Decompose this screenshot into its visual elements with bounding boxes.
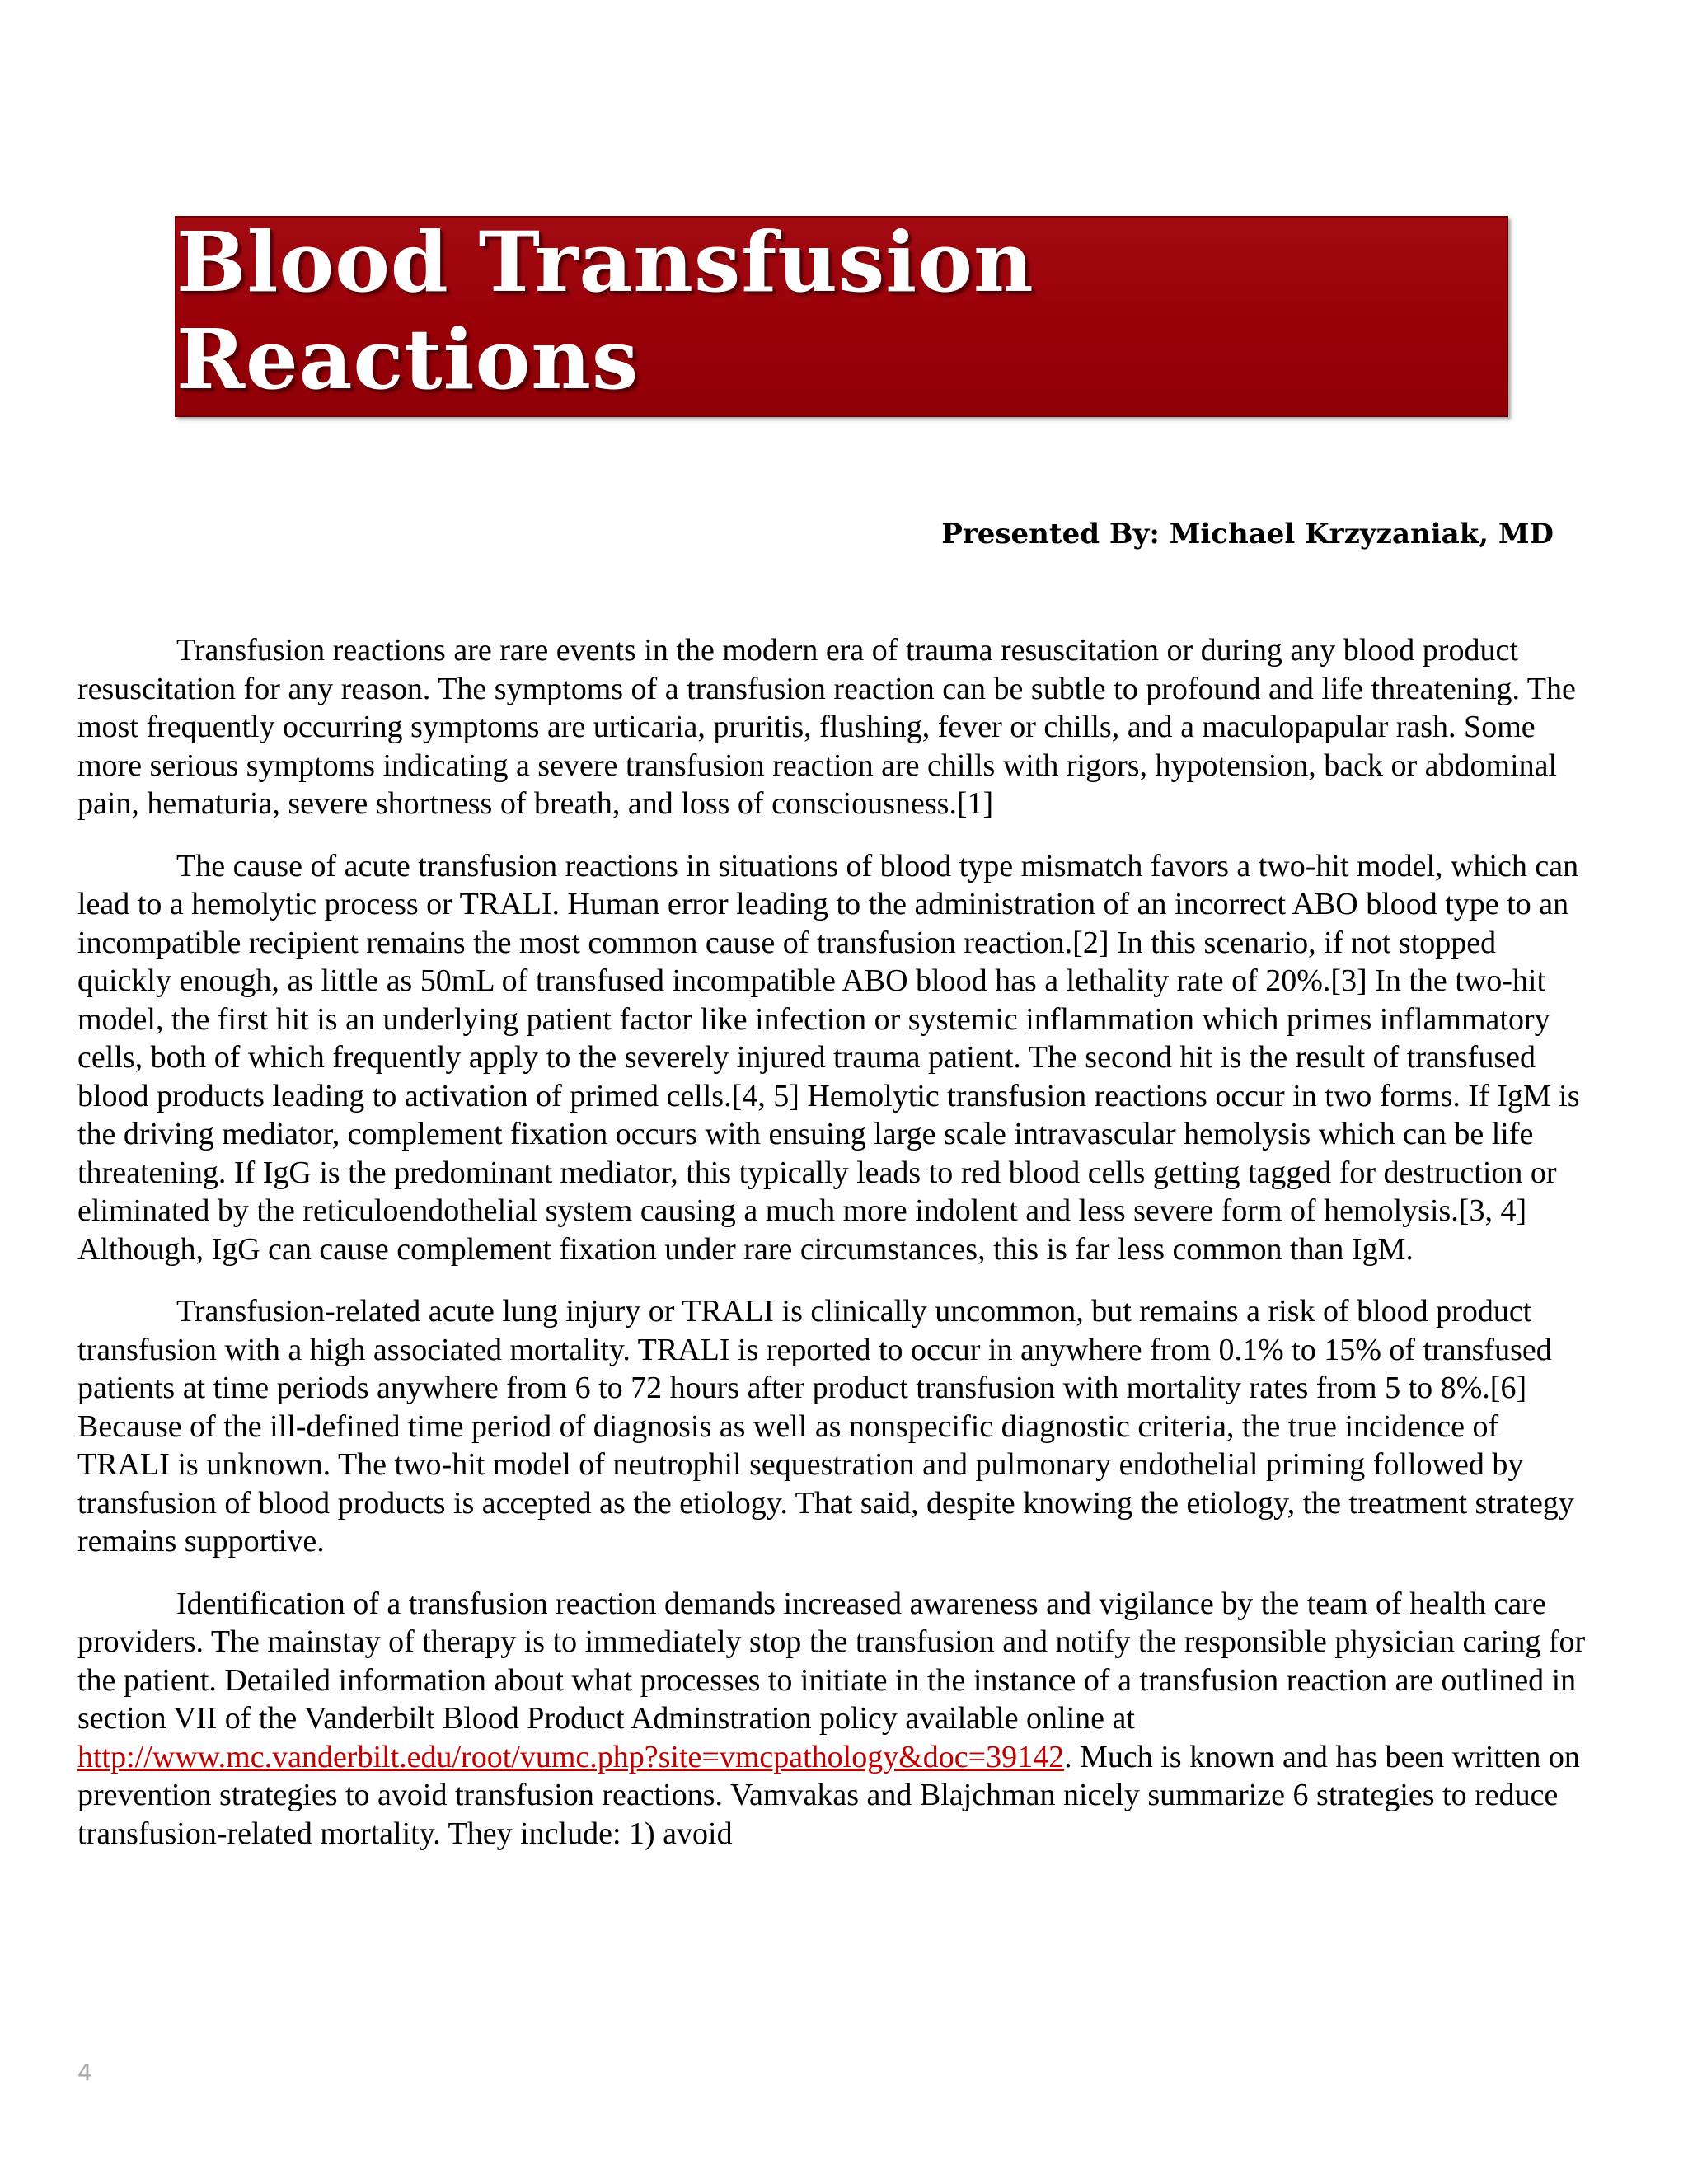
vanderbilt-policy-link[interactable]: http://www.mc.vanderbilt.edu/root/vumc.php?site=vmcpathology&doc=39142 [77,1739,1065,1774]
paragraph-identification-text-continued: . Much is known and has been written on prevention strategies to avoid transfusion reactions. Vamvakas and Blajchman nicely summarize 6 strategies to reduce transfusion-related mortality. They include: 1) avoid [77,1739,1580,1851]
article-body [77,631,1596,1877]
page-title: Blood Transfusion Reactions [176,213,1034,408]
page-number: 4 [77,2059,92,2086]
paragraph-trali: Transfusion-related acute lung injury or TRALI is clinically uncommon, but remains a risk of blood product transfusion with a high associated mortality. TRALI is reported to occur in anywhere from 0.1% to 15% of transfused patients at time periods anywhere from 6 to 72 hours after product transfusion with mortality rates from 5 to 8%.[6] Because of the ill-defined time period of diagnosis as well as nonspecific diagnostic criteria, the true incidence of TRALI is unknown. The two-hit model of neutrophil sequestration and pulmonary endothelial priming followed by transfusion of blood products is accepted as the etiology. That said, despite knowing the etiology, the treatment strategy remains supportive. [77,1294,1574,1558]
paragraph-identification-text: Identification of a transfusion reaction demands increased awareness and vigilance by the team of health care providers. The mainstay of therapy is to immediately stop the transfusion and notify the responsible physician caring for the patient. Detailed information about what processes to initiate in the instance of a transfusion reaction are outlined in section VII of the Vanderbilt Blood Product Adminstration policy available online at [77,1586,1586,1736]
paragraph-symptoms: Transfusion reactions are rare events in the modern era of trauma resuscitation or during any blood product resuscitation for any reason. The symptoms of a transfusion reaction can be subtle to profound and life threatening. The most frequently occurring symptoms are urticaria, pruritis, flushing, fever or chills, and a maculopapular rash. Some more serious symptoms indicating a severe transfusion reaction are chills with rigors, hypotension, back or abdominal pain, hematuria, severe shortness of breath, and loss of consciousness.[1] [77,633,1576,821]
paragraph-two-hit-model: The cause of acute transfusion reactions in situations of blood type mismatch favors a two-hit model, which can lead to a hemolytic process or TRALI. Human error leading to the administration of an incorrect ABO blood type to an incompatible recipient remains the most common cause of transfusion reaction.[2] In this scenario, if not stopped quickly enough, as little as 50mL of transfused incompatible ABO blood has a lethality rate of 20%.[3] In the two-hit model, the first hit is an underlying patient factor like infection or systemic inflammation which primes inflammatory cells, both of which frequently apply to the severely injured trauma patient. The second hit is the result of transfused blood products leading to activation of primed cells.[4, 5] Hemolytic transfusion reactions occur in two forms. If IgM is the driving mediator, complement fixation occurs with ensuing large scale intravascular hemolysis which can be life threatening. If IgG is the predominant mediator, this typically leads to red blood cells getting tagged for destruction or eliminated by the reticuloendothelial system causing a much more indolent and less severe form of hemolysis.[3, 4] Although, IgG can cause complement fixation under rare circumstances, this is far less common than IgM. [77,848,1580,1267]
presenter-byline: Presented By: Michael Krzyzaniak, MD [941,518,1554,551]
title-banner [175,213,1508,417]
paragraph-identification [77,1585,1596,1854]
